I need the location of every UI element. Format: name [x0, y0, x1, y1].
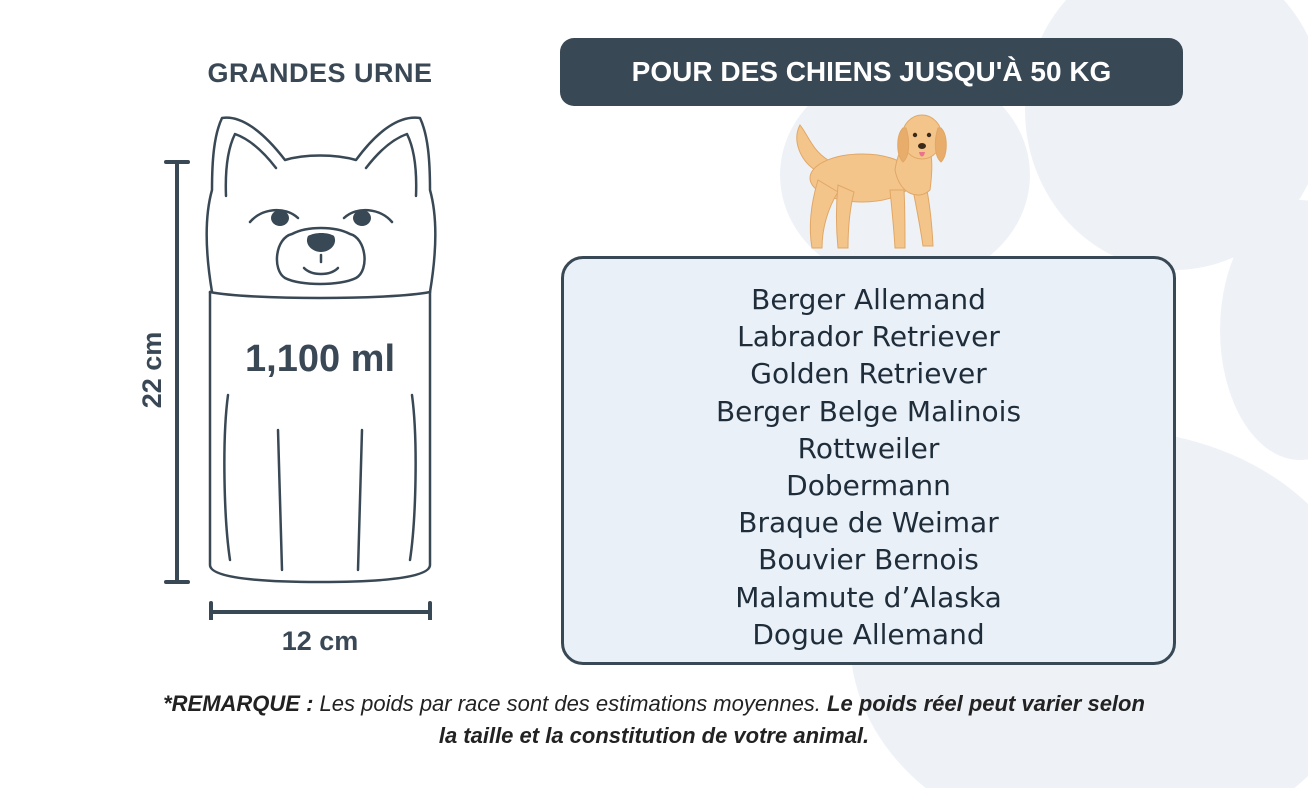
breed-list-box — [561, 256, 1176, 665]
list-item: Dogue Allemand — [752, 617, 985, 651]
list-item: Malamute d’Alaska — [735, 580, 1002, 614]
list-item: Bouvier Bernois — [758, 543, 979, 577]
note-label: *REMARQUE : — [163, 691, 314, 716]
list-item: Dobermann — [786, 469, 951, 503]
list-item: Berger Allemand — [751, 283, 986, 316]
breed-list — [564, 281, 1173, 653]
list-item: Labrador Retriever — [737, 320, 1000, 354]
list-item: Braque de Weimar — [738, 506, 999, 540]
urn-width-label: 12 cm — [281, 626, 359, 656]
list-item: Rottweiler — [797, 431, 940, 465]
list-item: Golden Retriever — [750, 357, 987, 391]
urn-title: GRANDES URNE — [207, 58, 433, 88]
urn-volume: 1,100 ml — [245, 338, 395, 380]
dog-illustration — [772, 110, 972, 256]
disclaimer-note — [160, 688, 1148, 752]
list-item: Berger Belge Malinois — [715, 394, 1022, 428]
weight-header — [560, 38, 1183, 106]
urn-height-label: 22 cm — [137, 331, 167, 409]
weight-header-text: POUR DES CHIENS JUSQU'À 50 KG — [631, 56, 1112, 87]
note-emphasis: Le poids réel peut varier selon la taille et la constitution de votre animal. — [438, 691, 1145, 748]
note-text: Les poids par race sont des estimations moyennes. — [313, 691, 828, 716]
